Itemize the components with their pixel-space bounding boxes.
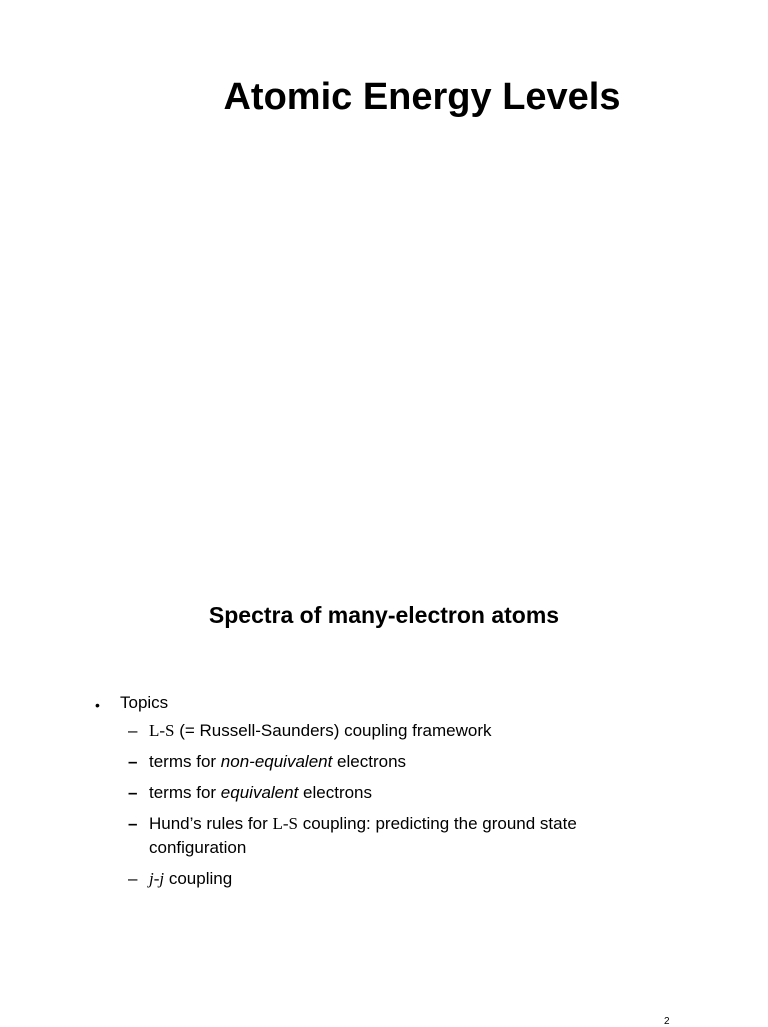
- list-item: [120, 750, 655, 774]
- item-emphasis: equivalent: [220, 783, 299, 802]
- list-item-topics: [95, 693, 655, 891]
- item-text: (= Russell-Saunders) coupling framework: [174, 721, 492, 740]
- item-text: terms for: [149, 752, 221, 771]
- topics-sublist: [120, 719, 655, 891]
- list-item: [120, 781, 655, 805]
- list-item: [120, 812, 655, 860]
- page-number: 2: [664, 1016, 670, 1027]
- item-text: coupling: predicting the ground state configuration: [149, 814, 577, 857]
- page-title: Atomic Energy Levels: [223, 76, 621, 118]
- topics-list: [95, 693, 655, 898]
- section-title: Spectra of many-electron atoms: [208, 602, 560, 628]
- dash-icon: –: [128, 721, 138, 740]
- item-text: coupling: [164, 869, 233, 888]
- list-item: [120, 719, 655, 743]
- item-text: electrons: [332, 752, 407, 771]
- item-emphasis: L-S: [149, 721, 175, 740]
- topics-label: Topics: [120, 693, 169, 712]
- list-item: [120, 867, 655, 891]
- item-emphasis: j-j: [149, 869, 165, 888]
- item-text: terms for: [149, 783, 221, 802]
- dash-icon: –: [128, 752, 138, 771]
- item-emphasis: L-S: [272, 814, 298, 833]
- dash-icon: –: [128, 814, 138, 833]
- dash-icon: –: [128, 783, 138, 802]
- item-emphasis: non-equivalent: [220, 752, 333, 771]
- item-text: Hund’s rules for: [149, 814, 273, 833]
- dash-icon: –: [128, 869, 138, 888]
- item-text: electrons: [298, 783, 373, 802]
